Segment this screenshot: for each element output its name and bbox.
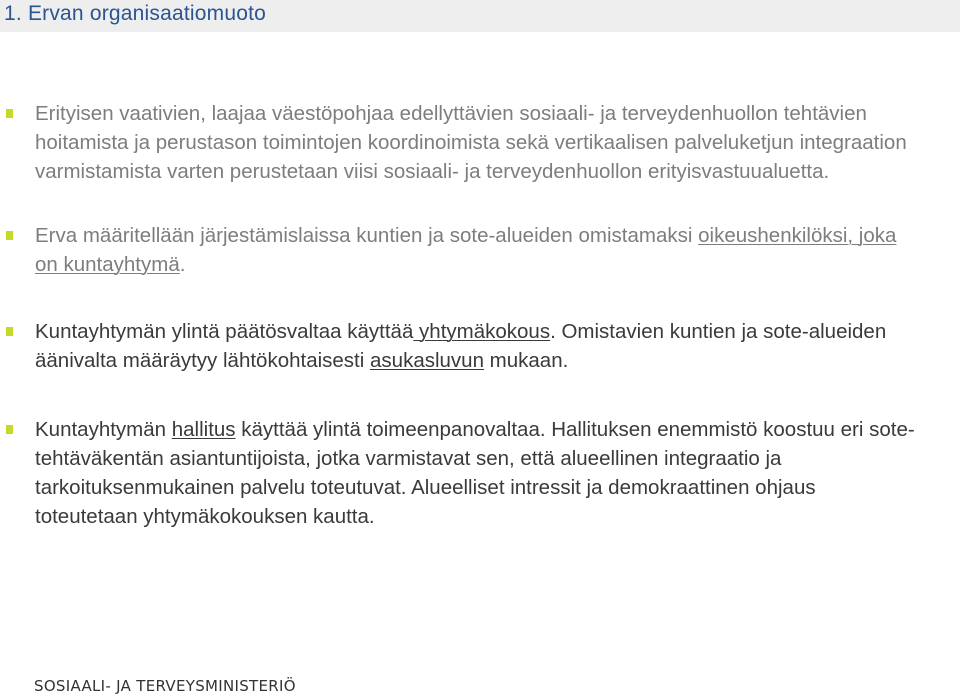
bullet-1-text: Erityisen vaativien, laajaa väestöpohjaa edellyttävien sosiaali- ja terveydenhuollon tehtävien hoitamista ja perustason toimintojen koordinoimista sekä vertikaalisen palveluketjun integraation varmistamista varten perustetaan viisi sosiaali- ja terveydenhuollon erityisvastuualuetta. [35,102,907,183]
square-bullet-icon [6,327,13,336]
bullet-4-end: käyttää ylintä toimeenpanovaltaa. Hallituksen enemmistö koostuu eri sote-tehtäväkentän asiantuntijoista, jotka varmistavat sen, että alueellinen integraatio ja tarkoituksenmukainen palvelu toteutuvat. Alueelliset intressit ja demokraattinen ohjaus toteutetaan yhtymäkokouksen kautta. [35,418,915,528]
bullet-2-end: . [179,253,186,276]
bullet-item-1 [35,99,915,186]
title-bar [0,0,960,32]
square-bullet-icon [6,425,13,434]
square-bullet-icon [6,231,13,240]
link-oikeushenkilo[interactable]: oikeushenkilöksi, joka on kuntayhtymä [35,224,897,276]
bullet-3-text: Kuntayhtymän ylintä päätösvaltaa käyttää [35,320,414,343]
bullet-2-text: Erva määritellään järjestämislaissa kuntien ja sote-alueiden omistamaksi [35,224,699,247]
footer [0,670,960,700]
link-asukasluku[interactable]: asukasluvun [370,349,484,372]
link-hallitus[interactable]: hallitus [171,418,236,441]
bullet-3-middle: . Omistavien kuntien ja sote-alueiden äänivalta määräytyy lähtökohtaisesti [35,320,887,372]
bullet-3-end: mukaan. [483,349,569,372]
square-bullet-icon [6,109,13,118]
bullet-item-4 [35,415,915,531]
link-yhtymakokous[interactable]: yhtymäkokous [413,320,551,343]
bullet-4-text: Kuntayhtymän [35,418,172,441]
bullet-item-2 [35,221,915,279]
slide-title: 1. Ervan organisaatiomuoto [4,2,267,25]
ministry-logo: SOSIAALI- JA TERVEYSMINISTERIÖ [34,677,296,695]
bullet-item-3 [35,317,915,375]
